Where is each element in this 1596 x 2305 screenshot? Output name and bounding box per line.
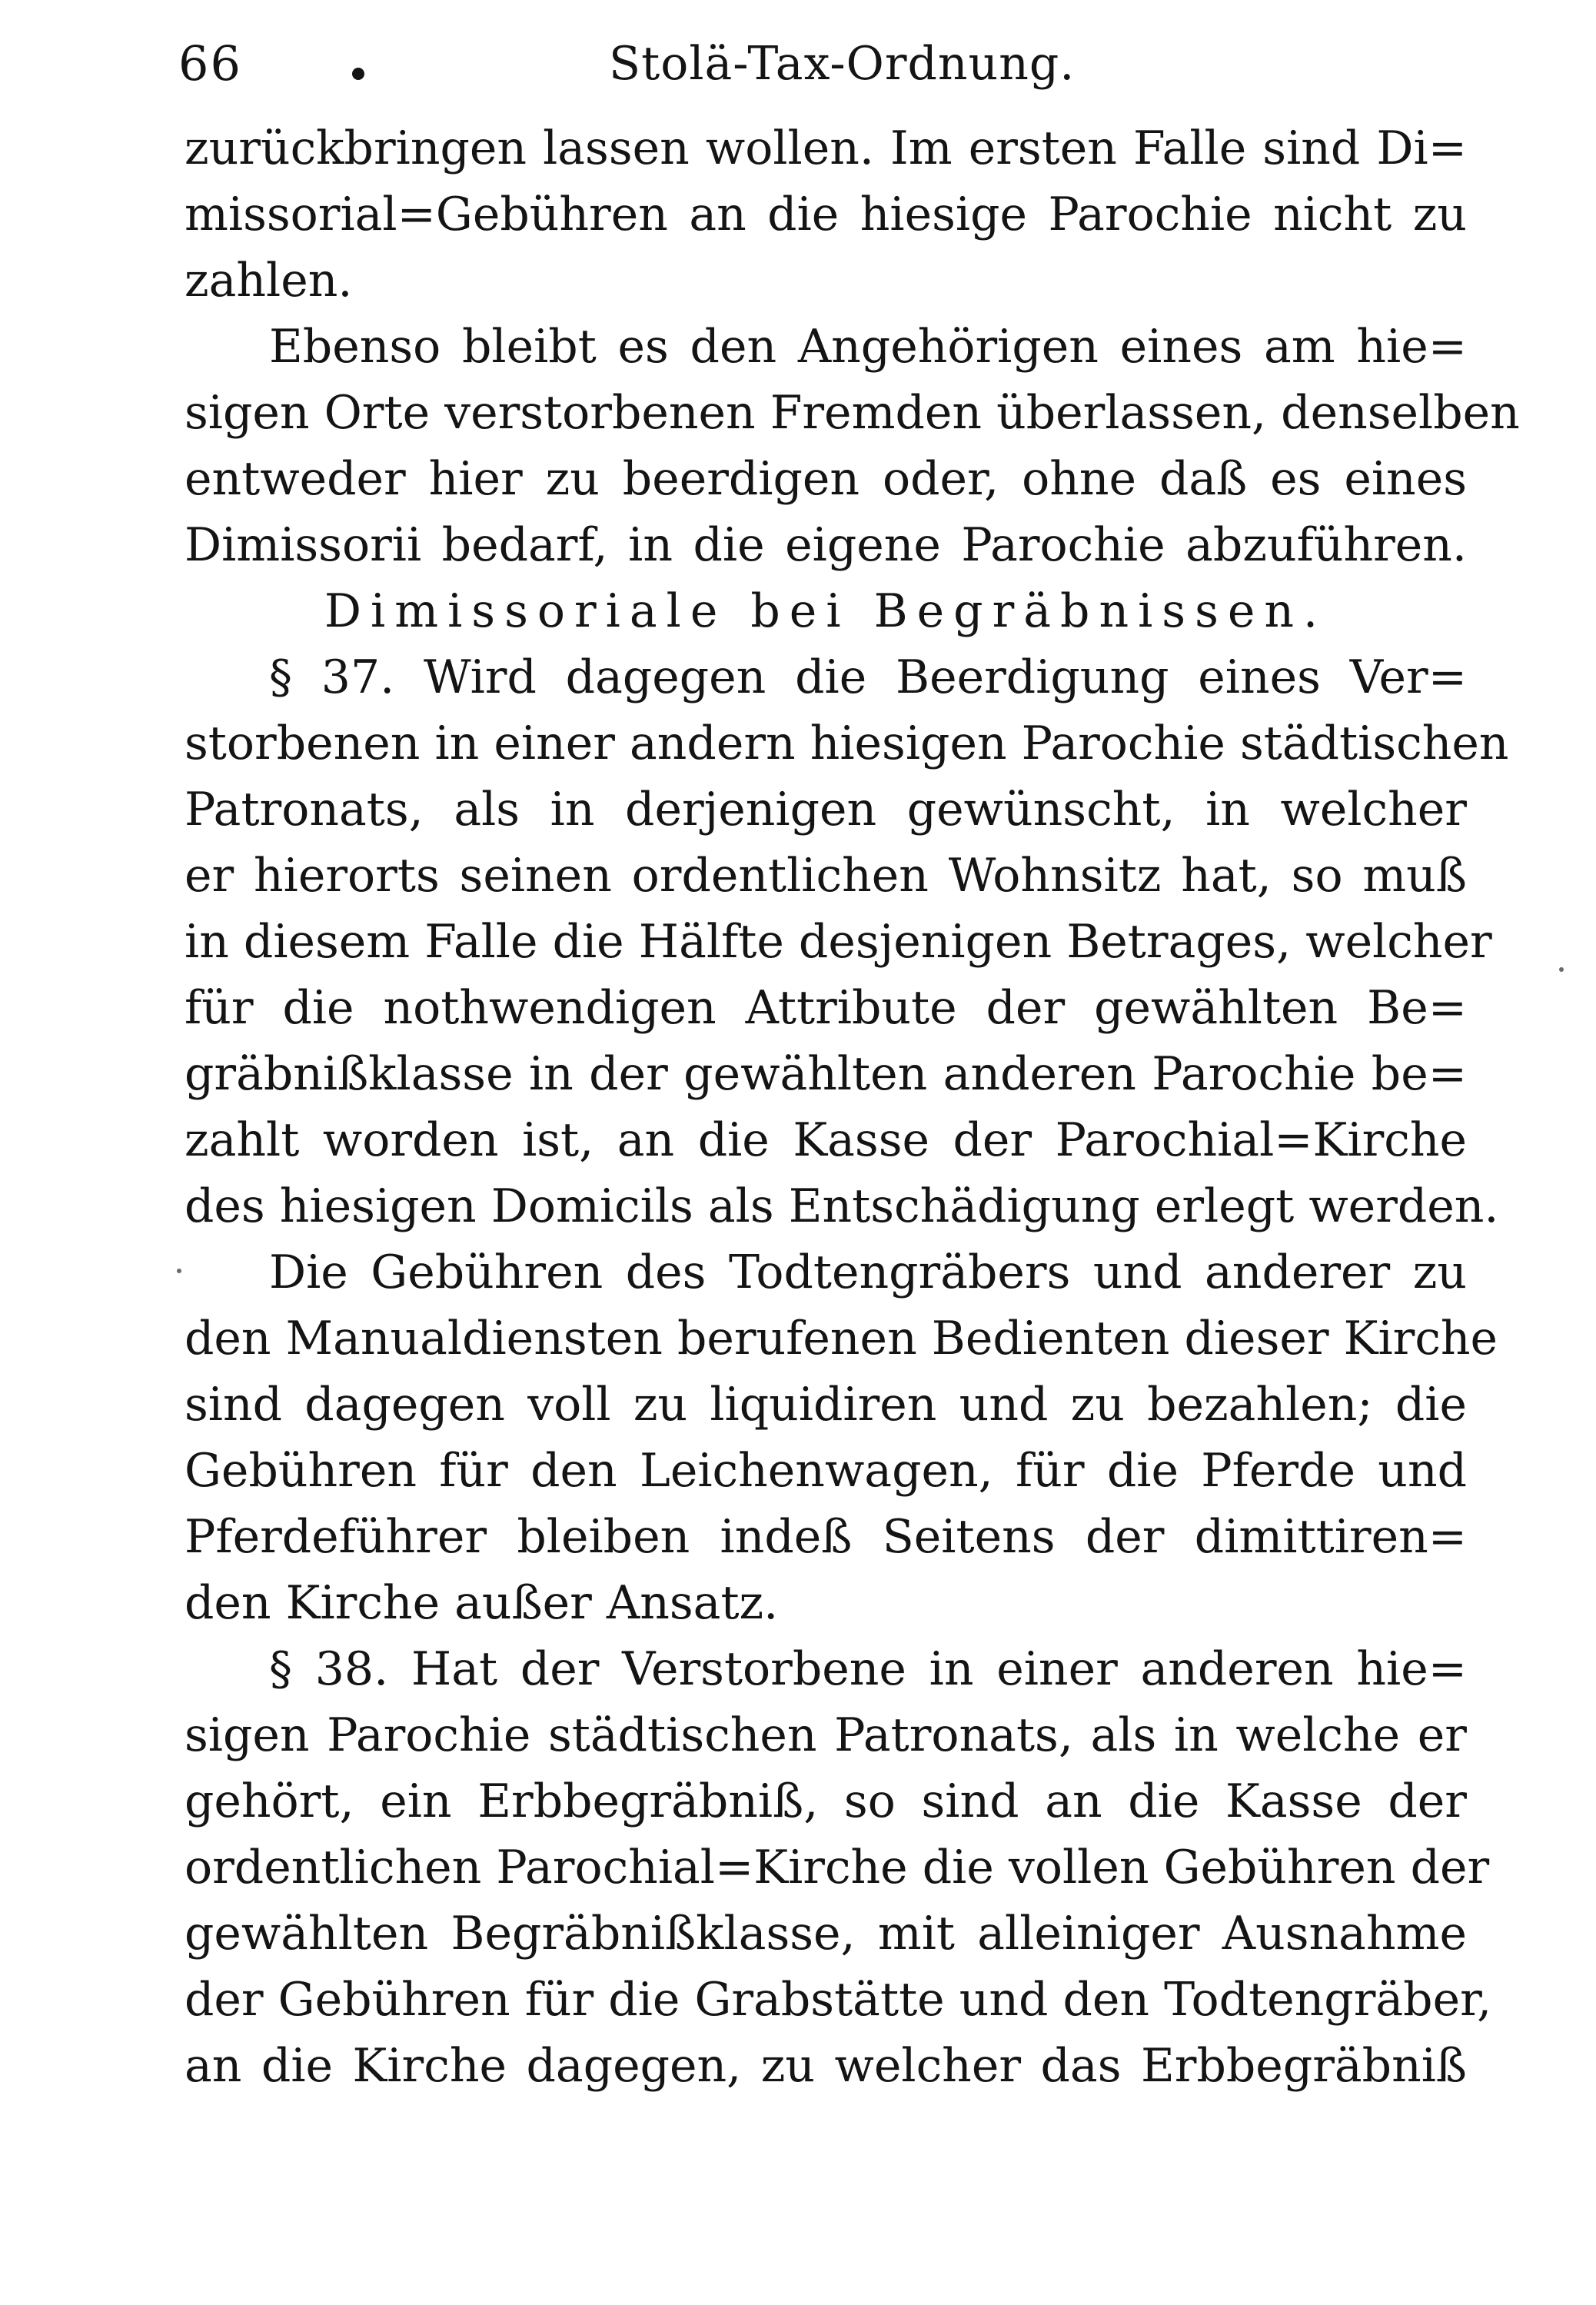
text-line: an die Kirche dagegen, zu welcher das Erbbegräbniß bbox=[185, 2039, 1467, 2093]
text-line: gräbnißklasse in der gewählten anderen Parochie be= bbox=[185, 1047, 1467, 1101]
text-line: zurückbringen lassen wollen. Im ersten Falle sind Di= bbox=[185, 121, 1467, 175]
text-line: sind dagegen voll zu liquidiren und zu bezahlen; die bbox=[185, 1378, 1467, 1432]
text-line: er hierorts seinen ordentlichen Wohnsitz hat, so muß bbox=[185, 849, 1467, 903]
text-line: ordentlichen Parochial=Kirche die vollen Gebühren der bbox=[185, 1841, 1490, 1894]
text-line: Gebühren für den Leichenwagen, für die Pferde und bbox=[185, 1444, 1467, 1498]
text-line: sigen Parochie städtischen Patronats, als in welche er bbox=[185, 1708, 1467, 1762]
text-line: der Gebühren für die Grabstätte und den Todtengräber, bbox=[185, 1973, 1492, 2027]
text-line: den Kirche außer Ansatz. bbox=[185, 1576, 779, 1630]
ink-speck bbox=[177, 1269, 181, 1273]
text-line: Patronats, als in derjenigen gewünscht, in welcher bbox=[185, 783, 1467, 837]
text-line: in diesem Falle die Hälfte desjenigen Betrages, welcher bbox=[185, 915, 1492, 969]
text-line: § 38. Hat der Verstorbene in einer anderen hie= bbox=[269, 1642, 1467, 1696]
text-line: sigen Orte verstorbenen Fremden überlassen, denselben bbox=[185, 386, 1520, 440]
text-line: gewählten Begräbnißklasse, mit alleiniger Ausnahme bbox=[185, 1907, 1467, 1961]
text-line: Ebenso bleibt es den Angehörigen eines am hie= bbox=[269, 320, 1467, 374]
page-number: 66 bbox=[178, 35, 242, 91]
ink-dot bbox=[352, 68, 364, 80]
text-line: entweder hier zu beerdigen oder, ohne daß es eines bbox=[185, 452, 1467, 506]
text-line: Pferdeführer bleiben indeß Seitens der dimittiren= bbox=[185, 1510, 1467, 1564]
text-line: § 37. Wird dagegen die Beerdigung eines Ver= bbox=[269, 650, 1467, 704]
text-line: für die nothwendigen Attribute der gewählten Be= bbox=[185, 981, 1467, 1035]
text-line: zahlen. bbox=[185, 254, 353, 308]
running-head: Stolä-Tax-Ordnung. bbox=[609, 37, 1076, 91]
text-line: des hiesigen Domicils als Entschädigung erlegt werden. bbox=[185, 1179, 1499, 1233]
text-line: den Manualdiensten berufenen Bedienten dieser Kirche bbox=[185, 1312, 1498, 1365]
text-line: missorial=Gebühren an die hiesige Parochie nicht zu bbox=[185, 188, 1467, 241]
section-heading: Dimissoriale bei Begräbnissen. bbox=[324, 584, 1328, 638]
text-line: storbenen in einer andern hiesigen Parochie städtischen bbox=[185, 717, 1509, 770]
page-header bbox=[178, 22, 1464, 106]
ink-speck bbox=[1559, 967, 1564, 972]
text-line: Die Gebühren des Todtengräbers und anderer zu bbox=[269, 1246, 1467, 1299]
text-line: zahlt worden ist, an die Kasse der Parochial=Kirche bbox=[185, 1113, 1467, 1167]
text-line: gehört, ein Erbbegräbniß, so sind an die Kasse der bbox=[185, 1774, 1467, 1828]
text-line: Dimissorii bedarf, in die eigene Parochie abzuführen. bbox=[185, 518, 1467, 572]
